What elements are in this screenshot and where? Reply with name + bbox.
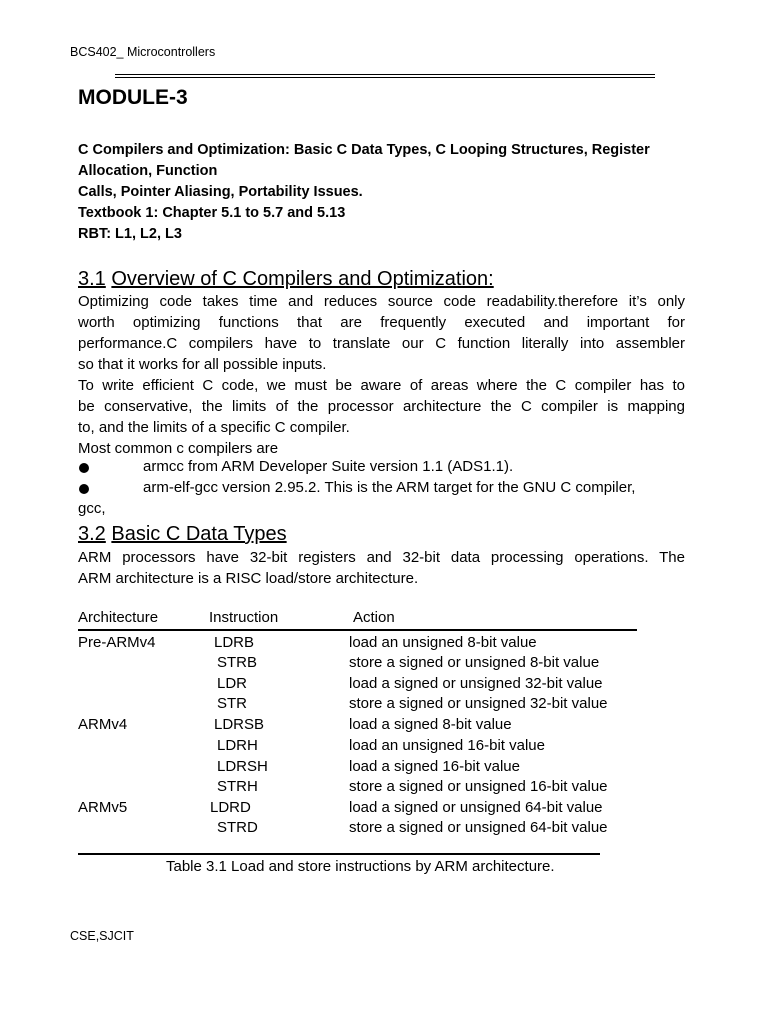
table-cell-instruction: LDRD xyxy=(210,799,251,816)
paragraph-line: be conservative, the limits of the processor architecture the C compiler is mapping xyxy=(78,398,685,415)
table-cell-instruction: STR xyxy=(217,695,247,712)
section-heading-3-2 xyxy=(78,523,287,546)
table-cell-instruction: LDRB xyxy=(214,634,255,651)
table-header-architecture: Architecture xyxy=(78,609,159,626)
paragraph-line: Optimizing code takes time and reduces source code readability.therefore it’s only xyxy=(78,293,685,310)
table-cell-architecture: Pre-ARMv4 xyxy=(78,634,156,651)
table-cell-architecture: ARMv5 xyxy=(78,799,128,816)
table-cell-action: store a signed or unsigned 64-bit value xyxy=(349,819,608,836)
table-cell-instruction: LDR xyxy=(217,675,248,692)
header-rule-bottom xyxy=(115,77,655,78)
bullet-item: arm-elf-gcc version 2.95.2. This is the ARM target for the GNU C compiler, xyxy=(143,479,636,496)
syllabus-line: Textbook 1: Chapter 5.1 to 5.7 and 5.13 xyxy=(78,205,346,221)
table-cell-instruction: LDRH xyxy=(217,737,258,754)
table-cell-action: load an unsigned 8-bit value xyxy=(349,634,537,651)
table-cell-action: load a signed 8-bit value xyxy=(349,716,512,733)
page-footer: CSE,SJCIT xyxy=(70,929,134,943)
paragraph-data-types xyxy=(78,547,685,589)
list-intro: Most common c compilers are xyxy=(78,440,279,457)
table-header-instruction: Instruction xyxy=(209,609,279,626)
table-cell-action: load a signed or unsigned 32-bit value xyxy=(349,675,603,692)
section-number: 3.1 xyxy=(78,268,106,290)
syllabus-line: C Compilers and Optimization: Basic C Data Types, C Looping Structures, Register xyxy=(78,142,650,158)
paragraph-overview xyxy=(78,291,685,459)
table-cell-instruction: STRB xyxy=(217,654,258,671)
table-cell-action: load an unsigned 16-bit value xyxy=(349,737,545,754)
table-cell-action: store a signed or unsigned 16-bit value xyxy=(349,778,608,795)
table-cell-action: store a signed or unsigned 32-bit value xyxy=(349,695,608,712)
section-heading-3-1 xyxy=(78,268,494,291)
header-rule-top xyxy=(115,74,655,75)
table-cell-instruction: STRH xyxy=(217,778,258,795)
table-cell-instruction: LDRSH xyxy=(217,758,268,775)
paragraph-line: to, and the limits of a specific C compiler. xyxy=(78,419,350,436)
paragraph-line: To write efficient C code, we must be aware of areas where the C compiler has to xyxy=(78,377,685,394)
table-header-rule xyxy=(78,629,637,631)
table-bottom-rule xyxy=(78,853,600,855)
bullet-item-continuation: gcc, xyxy=(78,500,106,517)
section-title: Basic C Data Types xyxy=(111,523,287,545)
syllabus-line: RBT: L1, L2, L3 xyxy=(78,226,182,242)
syllabus-line: Calls, Pointer Aliasing, Portability Issues. xyxy=(78,184,363,200)
table-cell-instruction: LDRSB xyxy=(214,716,265,733)
bullet-icon xyxy=(79,484,89,494)
table-cell-instruction: STRD xyxy=(217,819,258,836)
table-cell-action: load a signed 16-bit value xyxy=(349,758,520,775)
bullet-item: armcc from ARM Developer Suite version 1.1 (ADS1.1). xyxy=(143,458,514,475)
paragraph-line: ARM processors have 32-bit registers and 32-bit data processing operations. The xyxy=(78,549,685,566)
bullet-icon xyxy=(79,463,89,473)
section-title: Overview of C Compilers and Optimization: xyxy=(111,268,494,290)
paragraph-line: performance.C compilers have to translate our C function literally into assembler xyxy=(78,335,685,352)
page-header: BCS402_ Microcontrollers xyxy=(70,45,216,59)
table-cell-action: store a signed or unsigned 8-bit value xyxy=(349,654,600,671)
table-cell-architecture: ARMv4 xyxy=(78,716,128,733)
table-caption: Table 3.1 Load and store instructions by ARM architecture. xyxy=(166,858,555,875)
section-number: 3.2 xyxy=(78,523,106,545)
syllabus-line: Allocation, Function xyxy=(78,163,218,179)
table-cell-action: load a signed or unsigned 64-bit value xyxy=(349,799,603,816)
paragraph-line: worth optimizing functions that are frequently executed and important for xyxy=(78,314,685,331)
table-header-action: Action xyxy=(353,609,395,626)
module-title: MODULE-3 xyxy=(78,86,188,109)
paragraph-line: so that it works for all possible inputs. xyxy=(78,356,327,373)
paragraph-line: ARM architecture is a RISC load/store architecture. xyxy=(78,570,419,587)
